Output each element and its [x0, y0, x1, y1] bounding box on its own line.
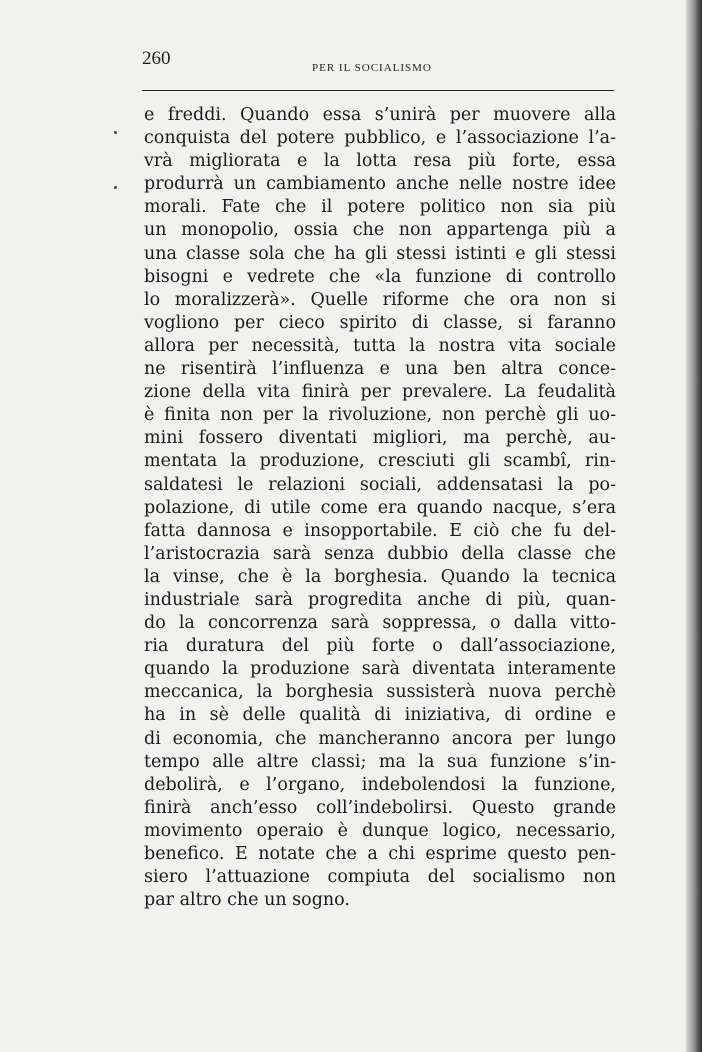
text-line: polazione, di utile come era quando nacque, s’era	[144, 497, 616, 518]
text-line: conquista del potere pubblico, e l’associazione l’a-	[144, 128, 616, 149]
text-line: ha in sè delle qualità di iniziativa, di ordine e	[144, 705, 616, 726]
text-line: meccanica, la borghesia sussisterà nuova perchè	[144, 682, 616, 703]
text-line: vrà migliorata e la lotta resa più forte, essa	[144, 151, 616, 172]
text-line: ria duratura del più forte o dall’associazione,	[144, 636, 616, 657]
margin-speck	[114, 131, 117, 134]
text-line: finirà anch’esso coll’indebolirsi. Questo grande	[144, 797, 616, 818]
text-line: fatta dannosa e insopportabile. E ciò che fu del-	[144, 520, 616, 541]
text-line: ne risentirà l’influenza e una ben altra conce-	[144, 359, 616, 380]
text-line: debolirà, e l’organo, indebolendosi la funzione,	[144, 774, 616, 795]
text-line: mini fossero diventati migliori, ma perchè, au-	[144, 428, 616, 449]
text-line: tempo alle altre classi; ma la sua funzione s’in-	[144, 751, 616, 772]
text-line: mentata la produzione, cresciuti gli scambî, rin-	[144, 451, 616, 472]
text-line: par altro che un sogno.	[144, 890, 350, 911]
text-line: vogliono per cieco spirito di classe, si faranno	[144, 312, 616, 333]
text-line: una classe sola che ha gli stessi istinti e gli stessi	[144, 243, 616, 264]
text-line: do la concorrenza sarà soppressa, o dalla vitto-	[144, 613, 616, 634]
text-line: siero l’attuazione compiuta del socialismo non	[144, 867, 616, 888]
text-line: benefico. E notate che a chi esprime questo pen-	[144, 844, 616, 864]
text-line: di economia, che mancheranno ancora per lungo	[144, 728, 616, 749]
text-line: produrrà un cambiamento anche nelle nostre idee	[144, 174, 616, 195]
text-line: un monopolio, ossia che non appartenga più a	[144, 220, 616, 241]
text-line: l’aristocrazia sarà senza dubbio della classe che	[144, 543, 616, 564]
text-line: industriale sarà progredita anche di più, quan-	[144, 589, 616, 610]
text-line: allora per necessità, tutta la nostra vita sociale	[144, 335, 616, 356]
margin-speck	[114, 186, 117, 189]
text-line: bisogni e vedrete che «la funzione di controllo	[144, 266, 616, 287]
text-line: movimento operaio è dunque logico, necessario,	[144, 820, 616, 841]
text-line: è finita non per la rivoluzione, non perchè gli uo-	[144, 405, 616, 426]
text-line: quando la produzione sarà diventata interamente	[144, 659, 616, 680]
text-line: morali. Fate che il potere politico non sia più	[144, 197, 616, 218]
page-number: 260	[142, 48, 171, 69]
text-line: zione della vita finirà per prevalere. La feudalità	[144, 382, 616, 403]
text-line: la vinse, che è la borghesia. Quando la tecnica	[144, 566, 616, 587]
text-line: e freddi. Quando essa s’unirà per muovere alla	[144, 105, 616, 125]
body-text	[144, 104, 616, 912]
header-rule	[142, 90, 614, 91]
running-title: PER IL SOCIALISMO	[312, 62, 432, 74]
page-edge-shadow	[686, 0, 702, 1052]
text-line: saldatesi le relazioni sociali, addensatasi la po-	[144, 474, 616, 495]
text-line: lo moralizzerà». Quelle riforme che ora non si	[144, 289, 616, 310]
